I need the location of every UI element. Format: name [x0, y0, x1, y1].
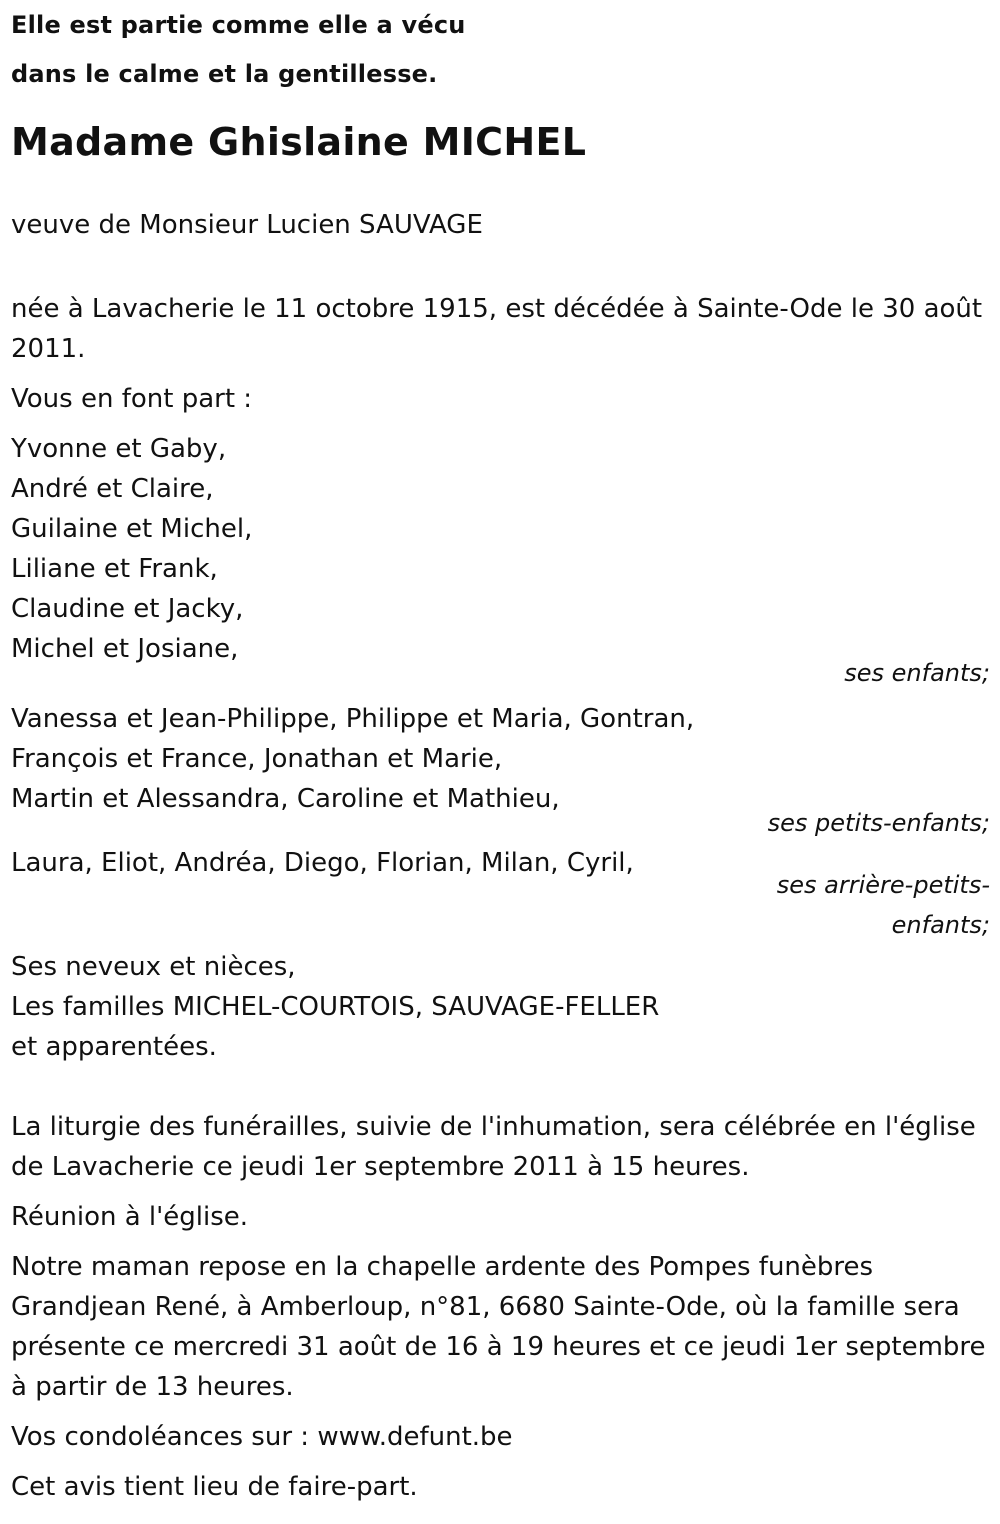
great-grandchildren-role-label: ses arrière-petits-enfants;	[776, 871, 990, 939]
list-item: Laura, Eliot, Andréa, Diego, Florian, Milan, Cyril,	[11, 848, 634, 878]
list-item: Ses neveux et nièces,	[11, 952, 296, 982]
announcement-text: Vous en font part :	[11, 384, 253, 414]
grandchildren-list	[11, 699, 990, 843]
list-item: François et France, Jonathan et Marie,	[11, 744, 503, 774]
birth-death-text: née à Lavacherie le 11 octobre 1915, est décédée à Sainte-Ode le 30 août 2011.	[11, 294, 983, 364]
list-item: Claudine et Jacky,	[11, 594, 244, 624]
widow-of-text: veuve de Monsieur Lucien SAUVAGE	[11, 210, 483, 240]
liturgy-text: La liturgie des funérailles, suivie de l'inhumation, sera célébrée en l'église de Lavacherie ce jeudi 1er septembre 2011 à 15 heures.	[11, 1112, 976, 1182]
list-item: Les familles MICHEL-COURTOIS, SAUVAGE-FELLER	[11, 992, 660, 1022]
list-item: Vanessa et Jean-Philippe, Philippe et Maria, Gontran,	[11, 704, 695, 734]
great-grandchildren-list	[11, 843, 990, 945]
condolences-text: Vos condoléances sur : www.defunt.be	[11, 1422, 513, 1452]
chapel-text: Notre maman repose en la chapelle ardente des Pompes funèbres Grandjean René, à Amberloup, n°81, 6680 Sainte-Ode, où la famille sera présente ce mercredi 31 août de 16 à 19 heures et ce jeudi 1er septembre à partir de 13 heures.	[11, 1252, 986, 1402]
list-item: Martin et Alessandra, Caroline et Mathieu,	[11, 784, 560, 814]
relatives-list	[11, 947, 990, 1067]
children-role-label: ses enfants;	[844, 659, 990, 687]
list-item: Michel et Josiane,	[11, 634, 239, 664]
list-item: Guilaine et Michel,	[11, 514, 253, 544]
notice-text: Cet avis tient lieu de faire-part.	[11, 1472, 418, 1502]
list-item: Yvonne et Gaby,	[11, 434, 227, 464]
list-item: Liliane et Frank,	[11, 554, 218, 584]
epigraph-line-1: Elle est partie comme elle a vécu	[11, 11, 466, 39]
grandchildren-role-label: ses petits-enfants;	[767, 809, 990, 837]
deceased-name: Madame Ghislaine MICHEL	[11, 120, 587, 164]
meeting-text: Réunion à l'église.	[11, 1202, 249, 1232]
list-item: André et Claire,	[11, 474, 214, 504]
list-item: et apparentées.	[11, 1032, 217, 1062]
children-list	[11, 429, 990, 693]
epigraph-line-2: dans le calme et la gentillesse.	[11, 60, 438, 88]
